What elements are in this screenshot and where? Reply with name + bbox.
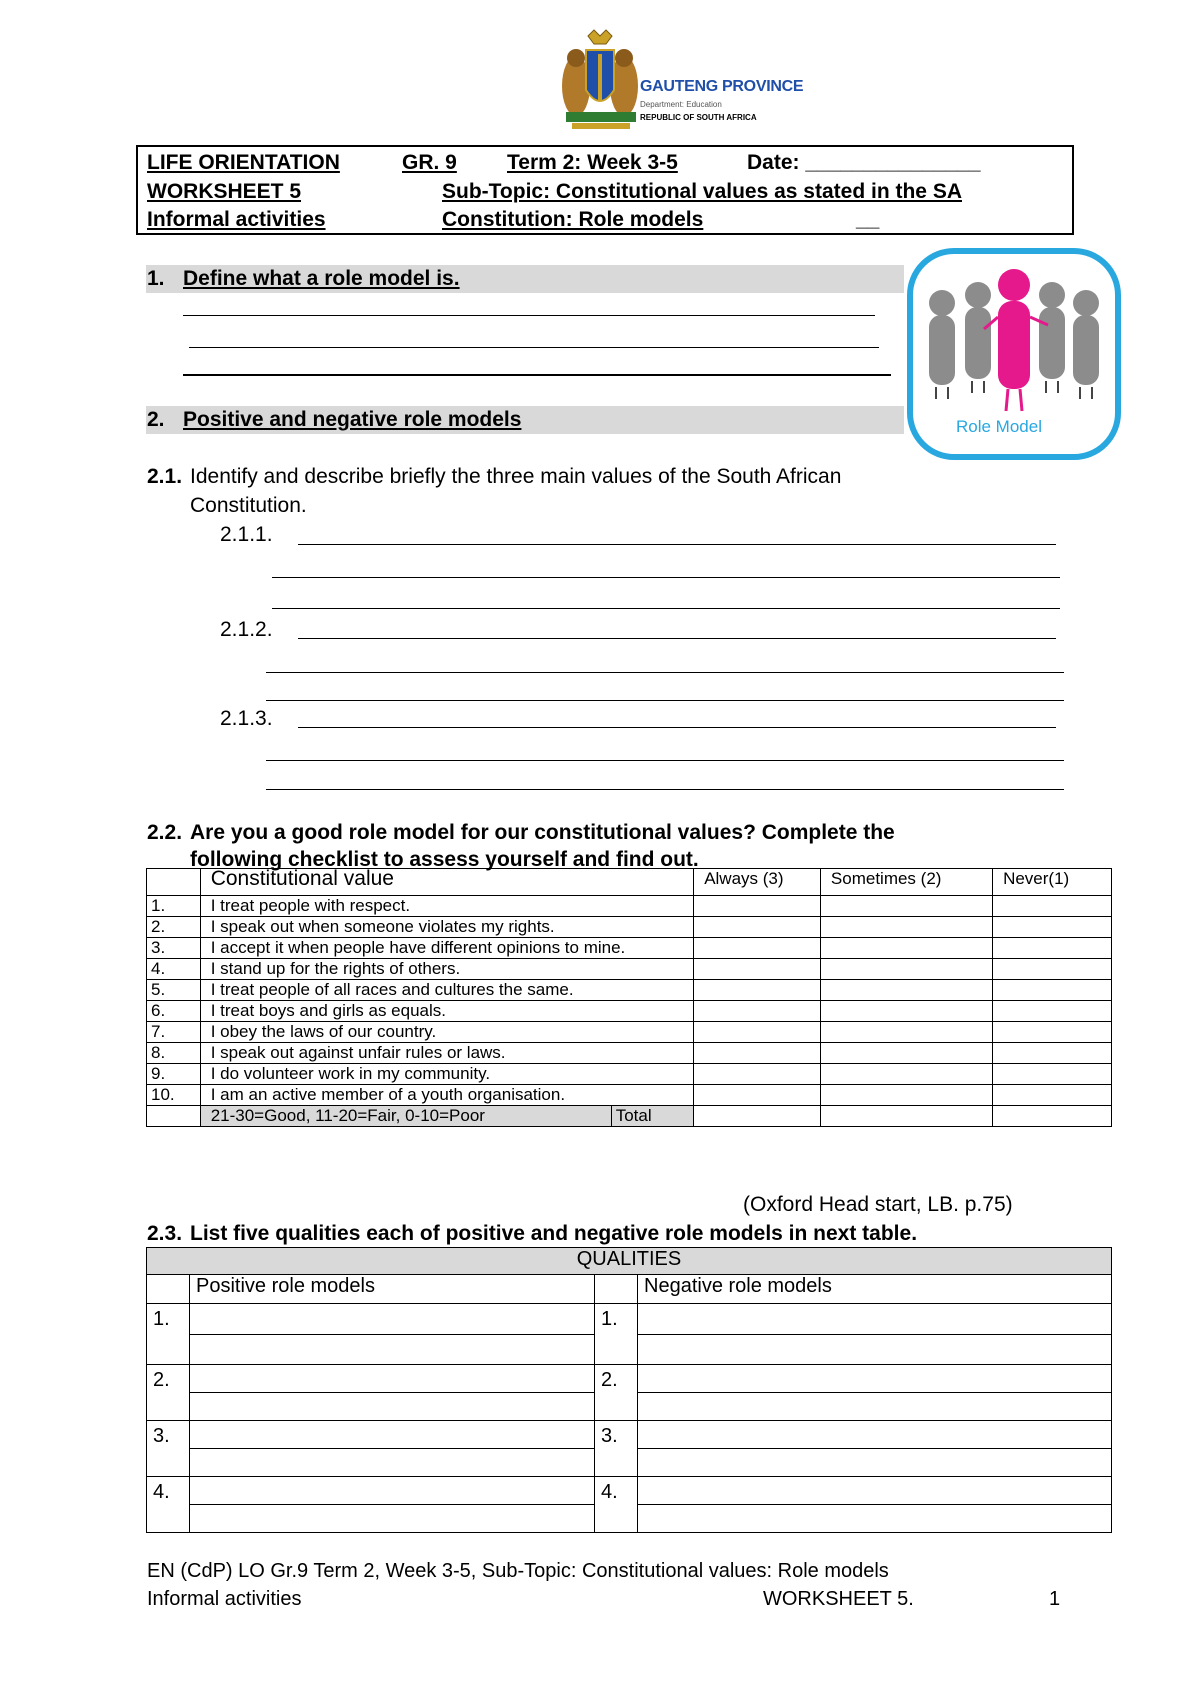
never-cell[interactable] <box>993 959 1112 980</box>
row-value: I stand up for the rights of others. <box>200 959 693 980</box>
always-total[interactable] <box>694 1106 821 1127</box>
row-value: I treat people of all races and cultures the same. <box>200 980 693 1001</box>
total-number-cell <box>147 1106 201 1127</box>
row-number: 2. <box>147 917 201 938</box>
province-name: GAUTENG PROVINCE <box>640 78 804 95</box>
table-row <box>147 896 1112 917</box>
negative-cell[interactable] <box>638 1505 1112 1533</box>
row-number: 1. <box>147 896 201 917</box>
answer-line[interactable] <box>298 544 1056 545</box>
footer-worksheet: WORKSHEET 5. <box>763 1588 914 1610</box>
table-row <box>147 1043 1112 1064</box>
never-cell[interactable] <box>993 896 1112 917</box>
positive-cell[interactable] <box>190 1365 595 1393</box>
negative-cell[interactable] <box>638 1421 1112 1449</box>
row-number: 8. <box>147 1043 201 1064</box>
positive-cell[interactable] <box>190 1393 595 1421</box>
never-cell[interactable] <box>993 1001 1112 1022</box>
always-cell[interactable] <box>694 1064 821 1085</box>
always-cell[interactable] <box>694 1022 821 1043</box>
header-sometimes: Sometimes (2) <box>820 869 992 896</box>
table-row <box>147 1064 1112 1085</box>
header-cell <box>595 1275 638 1304</box>
positive-cell[interactable] <box>190 1505 595 1533</box>
sometimes-cell[interactable] <box>820 1085 992 1106</box>
header-subtopic-1: Sub-Topic: Constitutional values as stated in the SA <box>442 180 962 203</box>
header-subtopic-2: Constitution: Role models <box>442 208 704 231</box>
q2-3-number: 2.3. <box>147 1222 183 1245</box>
header-activities: Informal activities <box>147 208 326 231</box>
row-value: I obey the laws of our country. <box>200 1022 693 1043</box>
row-number: 7. <box>147 1022 201 1043</box>
answer-line[interactable] <box>298 727 1056 728</box>
answer-line[interactable] <box>183 315 875 316</box>
never-cell[interactable] <box>993 1022 1112 1043</box>
row-number: 4. <box>147 1477 190 1533</box>
never-total[interactable] <box>993 1106 1112 1127</box>
answer-line[interactable] <box>298 638 1056 639</box>
row-value: I treat people with respect. <box>200 896 693 917</box>
table-row <box>147 1001 1112 1022</box>
row-number: 3. <box>147 1421 190 1477</box>
answer-line[interactable] <box>266 672 1064 673</box>
never-cell[interactable] <box>993 980 1112 1001</box>
answer-line[interactable] <box>272 608 1060 609</box>
answer-line[interactable] <box>266 700 1064 701</box>
footer-line1: EN (CdP) LO Gr.9 Term 2, Week 3-5, Sub-Topic: Constitutional values: Role models <box>147 1560 889 1582</box>
checklist-table <box>146 868 1112 1127</box>
header-trailing: __ <box>856 208 880 231</box>
role-model-caption: Role Model <box>956 417 1042 436</box>
always-cell[interactable] <box>694 1085 821 1106</box>
table-row <box>147 1085 1112 1106</box>
always-cell[interactable] <box>694 896 821 917</box>
always-cell[interactable] <box>694 938 821 959</box>
positive-cell[interactable] <box>190 1304 595 1335</box>
negative-cell[interactable] <box>638 1449 1112 1477</box>
q2-number: 2. <box>147 408 165 431</box>
never-cell[interactable] <box>993 938 1112 959</box>
qualities-title: QUALITIES <box>147 1248 1112 1275</box>
row-value: I accept it when people have different opinions to mine. <box>200 938 693 959</box>
header-constitutional-value: Constitutional value <box>200 869 693 896</box>
negative-cell[interactable] <box>638 1365 1112 1393</box>
header-date[interactable]: Date: _______________ <box>747 151 981 174</box>
total-label: Total <box>615 1106 652 1125</box>
sometimes-cell[interactable] <box>820 896 992 917</box>
scale-cell <box>200 1106 693 1127</box>
negative-cell[interactable] <box>638 1477 1112 1505</box>
row-value: I do volunteer work in my community. <box>200 1064 693 1085</box>
table-row <box>147 938 1112 959</box>
department-name: Department: Education <box>640 100 722 109</box>
qualities-title-row <box>147 1248 1112 1275</box>
row-number: 3. <box>147 938 201 959</box>
positive-cell[interactable] <box>190 1477 595 1505</box>
footer-page-number: 1 <box>1049 1588 1061 1610</box>
never-cell[interactable] <box>993 1085 1112 1106</box>
q2-2-number: 2.2. <box>147 821 183 844</box>
table-row <box>147 1365 1112 1393</box>
always-cell[interactable] <box>694 1001 821 1022</box>
answer-line[interactable] <box>266 789 1064 790</box>
row-number: 1. <box>147 1304 190 1365</box>
positive-header: Positive role models <box>190 1275 595 1304</box>
q2-title: Positive and negative role models <box>183 408 522 431</box>
never-cell[interactable] <box>993 917 1112 938</box>
always-cell[interactable] <box>694 959 821 980</box>
positive-cell[interactable] <box>190 1334 595 1365</box>
sometimes-cell[interactable] <box>820 1022 992 1043</box>
header-cell <box>147 1275 190 1304</box>
row-value: I am an active member of a youth organisation. <box>200 1085 693 1106</box>
row-number: 1. <box>595 1304 638 1365</box>
q1-title: Define what a role model is. <box>183 267 460 290</box>
negative-cell[interactable] <box>638 1393 1112 1421</box>
q2-1-number: 2.1. <box>147 465 183 488</box>
answer-line[interactable] <box>189 347 879 348</box>
q2-1-text-line2: Constitution. <box>190 494 307 517</box>
row-number: 9. <box>147 1064 201 1085</box>
always-cell[interactable] <box>694 1043 821 1064</box>
row-value: I speak out against unfair rules or laws. <box>200 1043 693 1064</box>
table-row <box>147 1022 1112 1043</box>
sometimes-cell[interactable] <box>820 938 992 959</box>
checklist-source: (Oxford Head start, LB. p.75) <box>743 1193 1013 1216</box>
negative-header: Negative role models <box>638 1275 1112 1304</box>
header-always: Always (3) <box>694 869 821 896</box>
sometimes-total[interactable] <box>820 1106 992 1127</box>
header-grade: GR. 9 <box>402 151 457 174</box>
qualities-table <box>146 1247 1112 1533</box>
table-row <box>147 1421 1112 1449</box>
never-cell[interactable] <box>993 1064 1112 1085</box>
header-cell <box>147 869 201 896</box>
header-worksheet: WORKSHEET 5 <box>147 180 302 203</box>
table-row <box>147 1477 1112 1505</box>
q2-1-text-line1: Identify and describe briefly the three main values of the South African <box>190 465 842 488</box>
table-row <box>147 917 1112 938</box>
qualities-header-row <box>147 1275 1112 1304</box>
table-row <box>147 1304 1112 1335</box>
negative-cell[interactable] <box>638 1304 1112 1335</box>
never-cell[interactable] <box>993 1043 1112 1064</box>
row-number: 4. <box>147 959 201 980</box>
positive-cell[interactable] <box>190 1421 595 1449</box>
q2-2-text-line1: Are you a good role model for our constitutional values? Complete the <box>190 821 895 844</box>
sometimes-cell[interactable] <box>820 917 992 938</box>
sometimes-cell[interactable] <box>820 980 992 1001</box>
item-number: 2.1.3. <box>220 707 273 730</box>
positive-cell[interactable] <box>190 1449 595 1477</box>
footer-line2: Informal activities <box>147 1588 302 1610</box>
checklist-header-row <box>147 869 1112 896</box>
sometimes-cell[interactable] <box>820 1043 992 1064</box>
country-name: REPUBLIC OF SOUTH AFRICA <box>640 113 757 122</box>
header-term: Term 2: Week 3-5 <box>507 151 678 174</box>
q1-number: 1. <box>147 267 165 290</box>
table-row <box>147 959 1112 980</box>
row-number: 4. <box>595 1477 638 1533</box>
answer-line[interactable] <box>272 577 1060 578</box>
sometimes-cell[interactable] <box>820 1064 992 1085</box>
scale-text: 21-30=Good, 11-20=Fair, 0-10=Poor <box>201 1106 612 1126</box>
sometimes-cell[interactable] <box>820 959 992 980</box>
item-number: 2.1.1. <box>220 523 273 546</box>
item-number: 2.1.2. <box>220 618 273 641</box>
row-value: I treat boys and girls as equals. <box>200 1001 693 1022</box>
row-number: 3. <box>595 1421 638 1477</box>
row-number: 2. <box>147 1365 190 1421</box>
answer-line[interactable] <box>183 374 891 376</box>
row-number: 10. <box>147 1085 201 1106</box>
q2-2-text-line2: following checklist to assess yourself and find out. <box>190 848 699 871</box>
row-number: 5. <box>147 980 201 1001</box>
row-value: I speak out when someone violates my rights. <box>200 917 693 938</box>
total-row <box>147 1106 1112 1127</box>
answer-line[interactable] <box>266 760 1064 761</box>
role-model-image <box>906 247 1122 461</box>
row-number: 2. <box>595 1365 638 1421</box>
negative-cell[interactable] <box>638 1334 1112 1365</box>
always-cell[interactable] <box>694 980 821 1001</box>
row-number: 6. <box>147 1001 201 1022</box>
always-cell[interactable] <box>694 917 821 938</box>
sometimes-cell[interactable] <box>820 1001 992 1022</box>
header-never: Never(1) <box>993 869 1112 896</box>
header-subject: LIFE ORIENTATION <box>147 151 340 174</box>
q2-3-text: List five qualities each of positive and negative role models in next table. <box>190 1222 918 1245</box>
table-row <box>147 980 1112 1001</box>
